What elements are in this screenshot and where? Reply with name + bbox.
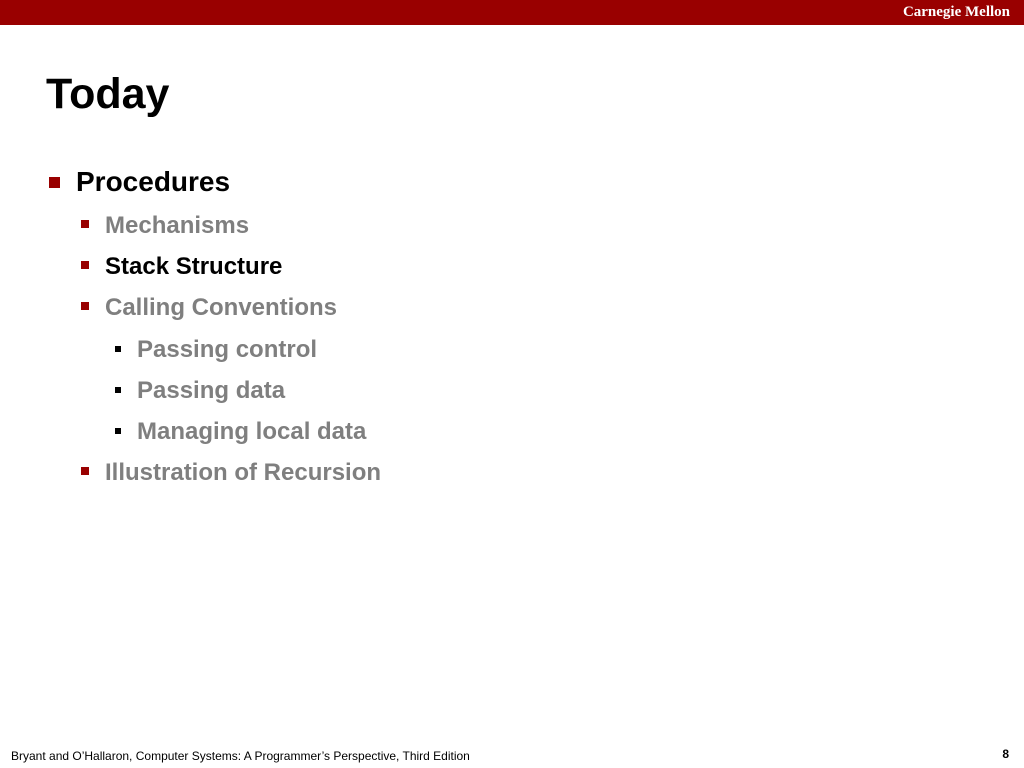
brand-label: Carnegie Mellon bbox=[902, 4, 1010, 20]
bullet-passing-control bbox=[137, 336, 317, 364]
bullet-text: Mechanisms bbox=[105, 212, 250, 239]
bullet-text: Passing data bbox=[137, 377, 286, 404]
bullet-text: Illustration of Recursion bbox=[105, 459, 382, 486]
square-bullet-icon bbox=[115, 428, 121, 434]
square-bullet-icon bbox=[115, 387, 121, 393]
bullet-procedures bbox=[76, 166, 230, 198]
bullet-text: Managing local data bbox=[137, 418, 367, 445]
bullet-stack-structure bbox=[105, 253, 282, 281]
bullet-illustration-of-recursion bbox=[105, 459, 381, 487]
bullet-calling-conventions bbox=[105, 294, 337, 322]
square-bullet-icon bbox=[115, 346, 121, 352]
bullet-text: Calling Conventions bbox=[105, 294, 338, 321]
square-bullet-icon bbox=[81, 302, 89, 310]
slide-title: Today bbox=[46, 70, 170, 118]
bullet-mechanisms bbox=[105, 212, 249, 240]
bullet-text: Passing control bbox=[137, 336, 318, 363]
page-number: 8 bbox=[1002, 747, 1009, 761]
square-bullet-icon bbox=[81, 220, 89, 228]
bullet-text: Stack Structure bbox=[105, 253, 283, 280]
bullet-text: Procedures bbox=[76, 166, 231, 197]
square-bullet-icon bbox=[81, 261, 89, 269]
square-bullet-icon bbox=[81, 467, 89, 475]
bullet-managing-local-data bbox=[137, 418, 366, 446]
bullet-passing-data bbox=[137, 377, 285, 405]
footer-citation: Bryant and O’Hallaron, Computer Systems: A Programmer’s Perspective, Third Edition bbox=[11, 749, 470, 763]
square-bullet-icon bbox=[49, 177, 60, 188]
